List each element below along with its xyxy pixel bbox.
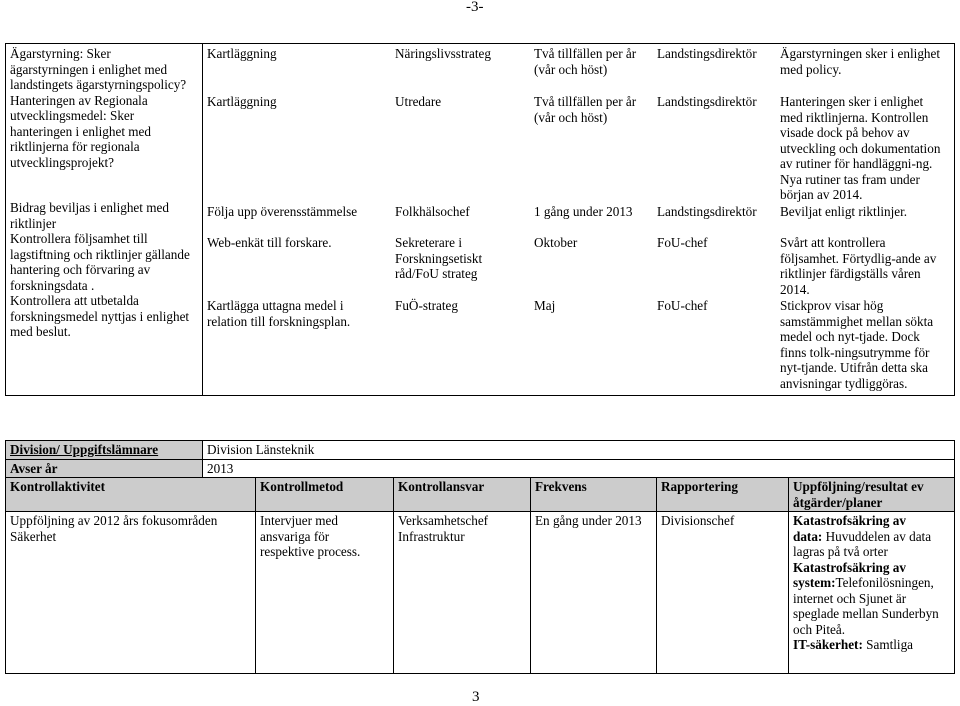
row5-result: Stickprov visar hög samstämmighet mellan sökta medel och nyt-tjade. Dock finns tolk-ningsutrymme för nyt-tjande. Utifrån detta ska anvisningar tydliggöras. xyxy=(780,298,934,391)
row3-result: Beviljat enligt riktlinjer. xyxy=(780,204,908,219)
lower-control-table xyxy=(5,440,955,674)
row2-activity: Kartläggning xyxy=(207,94,277,109)
row2-reporting: Landstingsdirektör xyxy=(657,94,757,109)
control-objectives-cell xyxy=(6,44,203,396)
upper-control-table xyxy=(5,43,955,396)
row5-responsible: FuÖ-strateg xyxy=(395,298,458,313)
row3-frequency: 1 gång under 2013 xyxy=(534,204,633,219)
row5-activity: Kartlägga uttagna medel i relation till forskningsplan. xyxy=(207,298,351,329)
header-activity: Kontrollaktivitet xyxy=(6,478,256,512)
row4-responsible: Sekreterare i Forskningsetiskt råd/FoU strateg xyxy=(395,235,483,281)
row3-responsible: Folkhälsochef xyxy=(395,204,470,219)
division-value: Division Länsteknik xyxy=(203,441,955,460)
row1-responsible: Näringslivsstrateg xyxy=(395,46,491,61)
row3-reporting: Landstingsdirektör xyxy=(657,204,757,219)
lower-row-responsible: Verksamhetschef Infrastruktur xyxy=(394,512,531,674)
header-frequency: Frekvens xyxy=(531,478,657,512)
row1-activity: Kartläggning xyxy=(207,46,277,61)
row1-frequency: Två tillfällen per år (vår och höst) xyxy=(534,46,637,77)
row2-frequency: Två tillfällen per år (vår och höst) xyxy=(534,94,637,125)
year-label: Avser år xyxy=(6,459,203,478)
row2-result: Hanteringen sker i enlighet med riktlinjerna. Kontrollen visade dock på behov av utveckling och dokumentation av rutiner för handläggni-ng. Nya rutiner tas fram under början av 2014. xyxy=(780,94,941,202)
lower-row-method: Intervjuer med ansvariga för respektive process. xyxy=(256,512,394,674)
row4-activity: Web-enkät till forskare. xyxy=(207,235,332,250)
objectives-block-1: Ägarstyrning: Sker ägarstyrningen i enlighet med landstingets ägarstyrningspolicy? Hanteringen av Regionala utvecklingsmedel: Sker hanteringen i enlighet med riktlinjerna för regionala utvecklingsprojekt? xyxy=(10,46,187,170)
row2-responsible: Utredare xyxy=(395,94,442,109)
lower-row-result: Katastrofsäkring av data: Huvuddelen av data lagras på två orter Katastrofsäkring av system:Telefonilösningen, internet och Sjunet är speglade mellan Sunderbyn och Piteå. IT-säkerhet: Samtliga xyxy=(789,512,955,674)
row4-result: Svårt att kontrollera följsamhet. Förtydlig-ande av riktlinjer färdigställs våren 2014. xyxy=(780,235,937,297)
header-result: Uppföljning/resultat ev åtgärder/planer xyxy=(789,478,955,512)
row4-frequency: Oktober xyxy=(534,235,578,250)
row4-reporting: FoU-chef xyxy=(657,235,708,250)
row1-reporting: Landstingsdirektör xyxy=(657,46,757,61)
row5-reporting: FoU-chef xyxy=(657,298,708,313)
header-reporting: Rapportering xyxy=(657,478,789,512)
lower-row-reporting: Divisionschef xyxy=(657,512,789,674)
objectives-block-2: Bidrag beviljas i enlighet med riktlinjer Kontrollera följsamhet till lagstiftning och riktlinjer gällande hantering och förvaring av forskningsdata . Kontrollera att utbetalda forskningsmedel nyttjas i enlighet med beslut. xyxy=(10,200,190,339)
division-label: Division/ Uppgiftslämnare xyxy=(6,441,203,460)
year-value: 2013 xyxy=(203,459,955,478)
row5-frequency: Maj xyxy=(534,298,556,313)
control-rows-cell xyxy=(203,44,955,396)
page-number-top: -3- xyxy=(466,0,484,15)
page-number-bottom: 3 xyxy=(472,689,480,705)
lower-row-activity: Uppföljning av 2012 års fokusområden Säkerhet xyxy=(6,512,256,674)
lower-row-frequency: En gång under 2013 xyxy=(531,512,657,674)
header-responsible: Kontrollansvar xyxy=(394,478,531,512)
row3-activity: Följa upp överensstämmelse xyxy=(207,204,358,219)
header-method: Kontrollmetod xyxy=(256,478,394,512)
row1-result: Ägarstyrningen sker i enlighet med policy. xyxy=(780,46,941,77)
